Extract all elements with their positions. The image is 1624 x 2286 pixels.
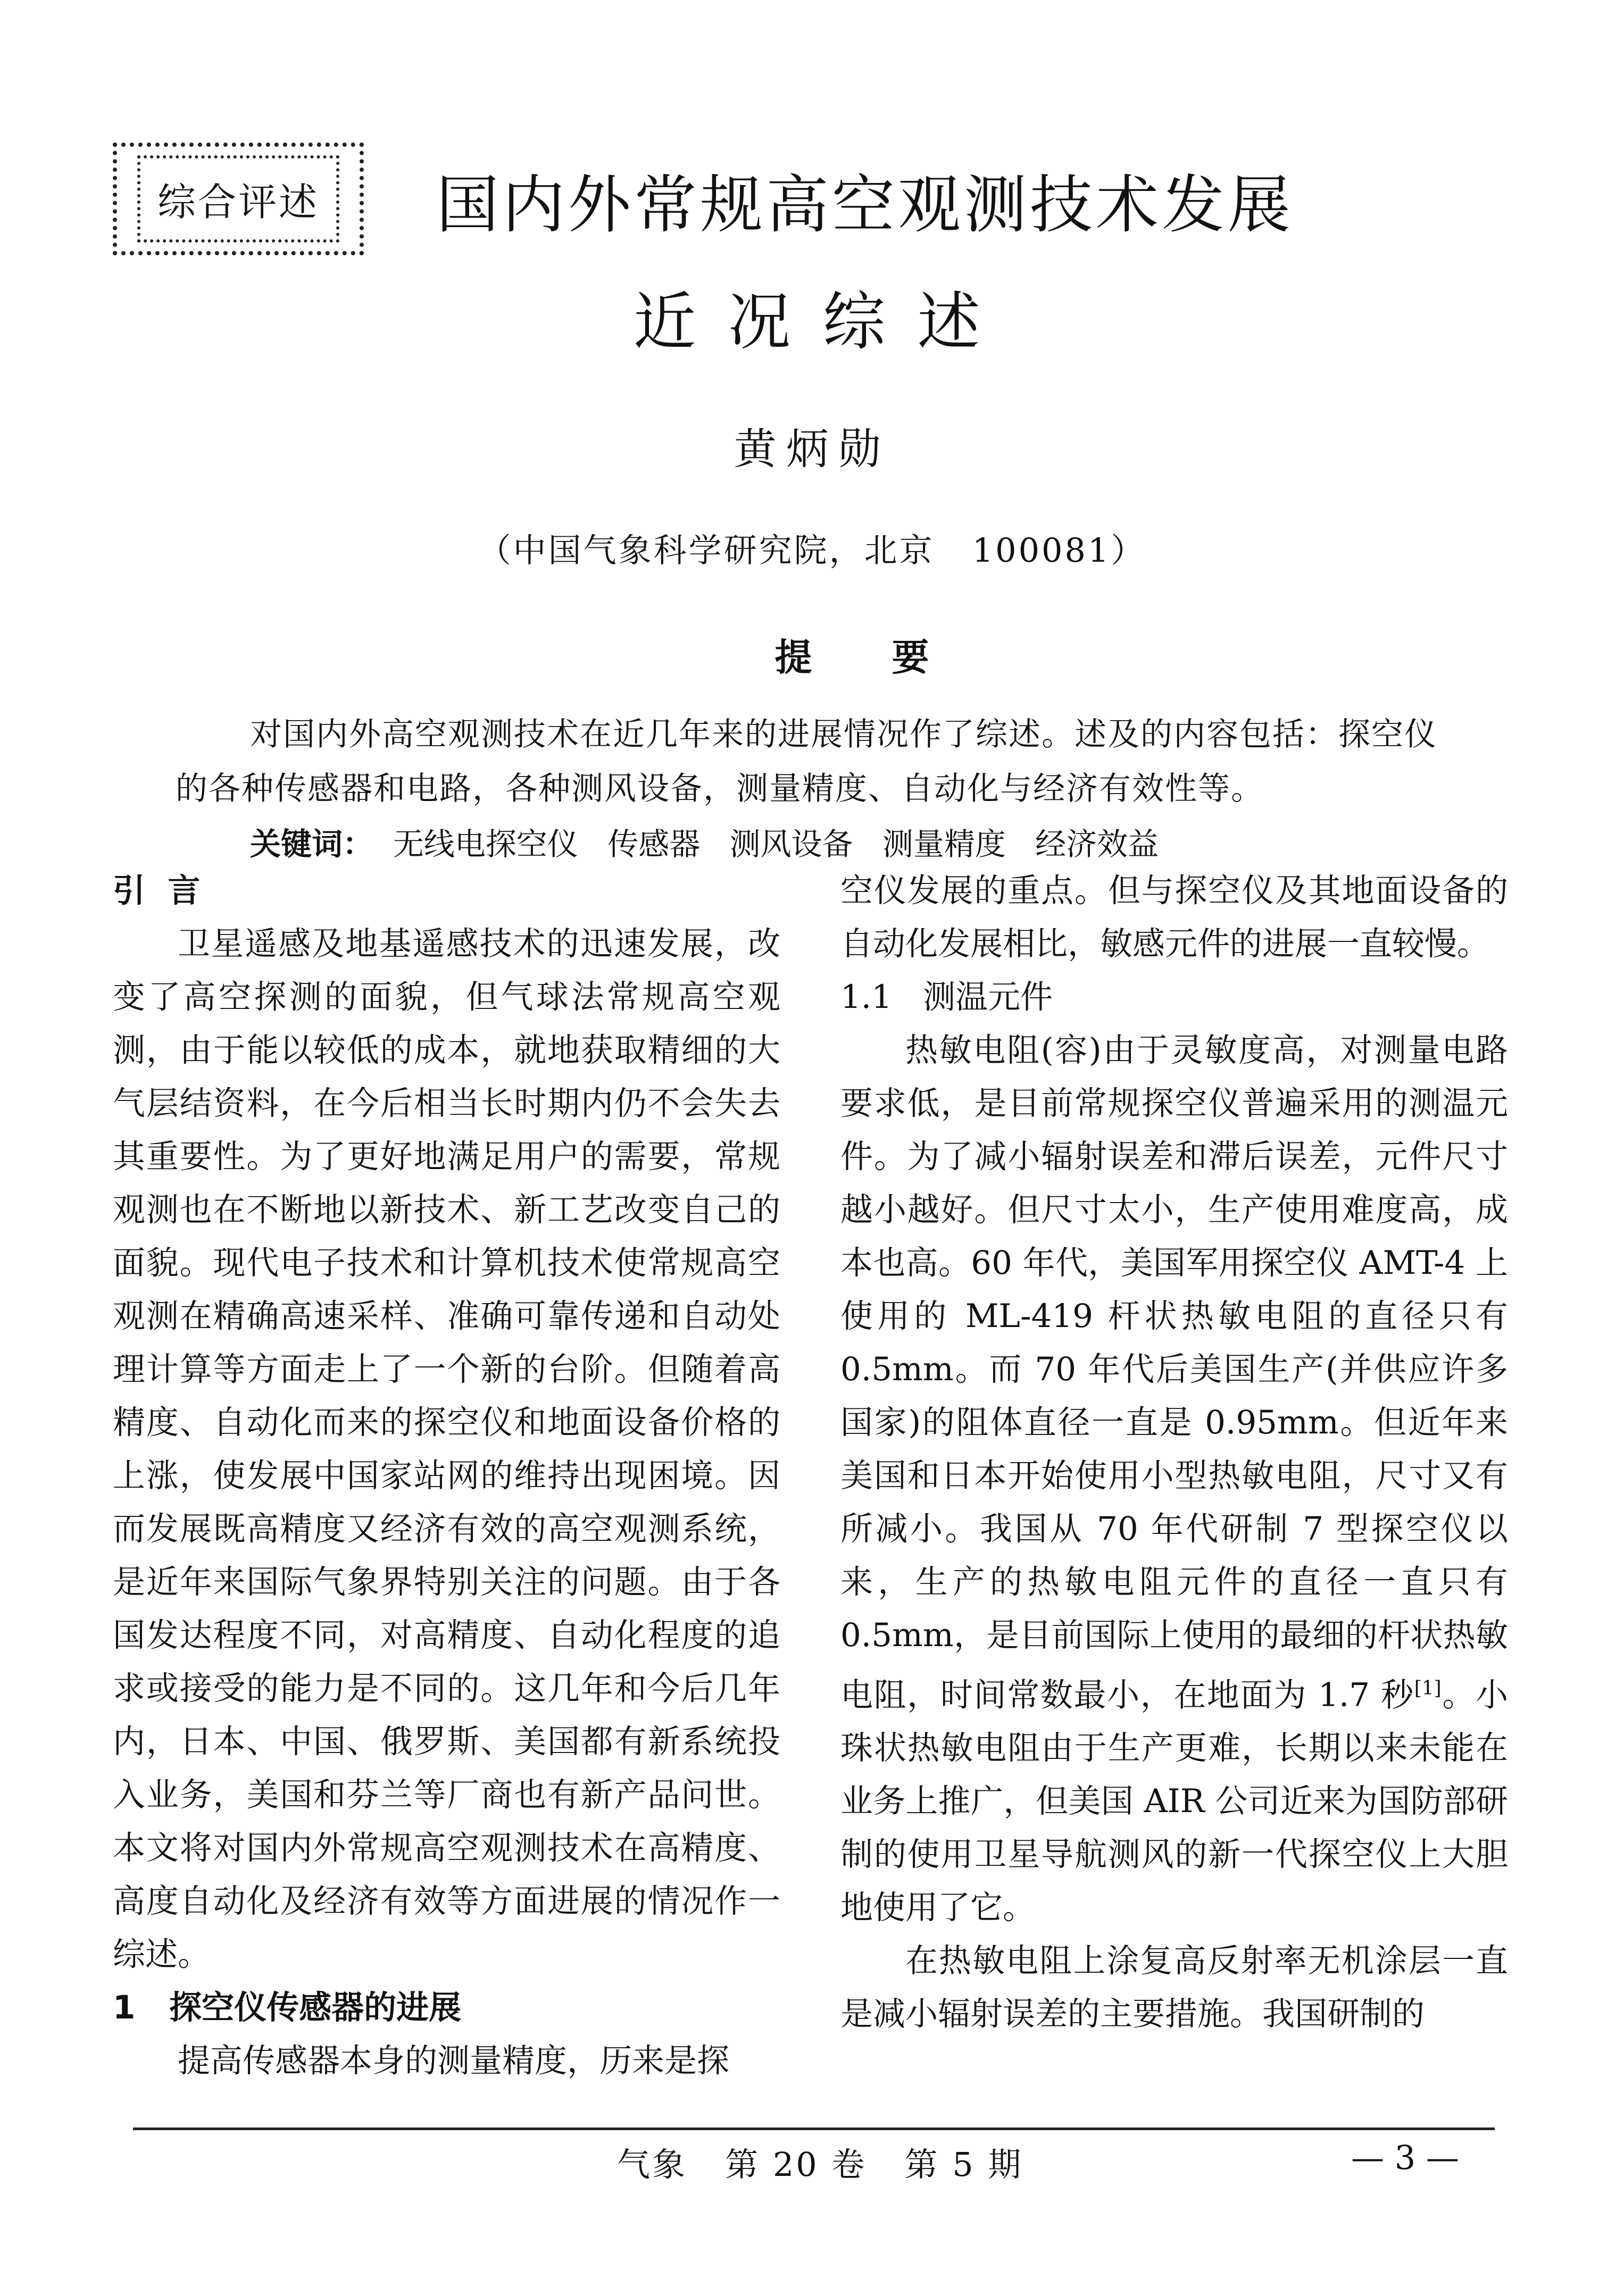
- article-title-line2: 近况综述: [633, 285, 1012, 358]
- intro-heading: 引 言: [113, 872, 201, 910]
- section-tag: [113, 143, 364, 255]
- thermistor-text: 热敏电阻(容)由于灵敏度高，对测量电路要求低，是目前常规探空仪普遍采用的测温元件。为了减小辐射误差和滞后误差，元件尺寸越小越好。但尺寸太小，生产使用难度高，成本也高。60 年代，美国军用探空仪 AMT-4 上使用的 ML-419 杆状热敏电阻的直径只有 0.5mm。而 70 年代后美国生产(并供应许多国家)的阻体直径一直是 0.95mm。但近年来美国和日本开始使用小型热敏电阻，尺寸又有所减小。我国从 70 年代研制 7 型探空仪以来，生产的热敏电阻元件的直径一直只有 0.5mm，是目前国际上使用的最细的杆状热敏电阻，时间常数最小，在地面为 1.7 秒: [840, 1031, 1508, 1714]
- affiliation: （中国气象科学研究院，北京 100081）: [478, 531, 1146, 570]
- section-tag-label: 综合评述: [137, 155, 339, 243]
- thermistor-text-tail: 。小珠状热敏电阻由于生产更难，长期以来未能在业务上推广，但美国 AIR 公司近来为国防部研制的使用卫星导航测风的新一代探空仪上大胆地使用了它。: [840, 1676, 1508, 1927]
- author: 黄炳勋: [734, 424, 890, 474]
- abstract-text: 对国内外高空观测技术在近几年来的进展情况作了综述。述及的内容包括：探空仪的各种传感器和电路，各种测风设备，测量精度、自动化与经济有效性等。: [176, 716, 1437, 807]
- keywords-label: 关键词：: [250, 826, 374, 862]
- intro-paragraph: 卫星遥感及地基遥感技术的迅速发展，改变了高空探测的面貌，但气球法常规高空观测，由于能以较低的成本，就地获取精细的大气层结资料，在今后相当长时期内仍不会失去其重要性。为了更好地满足用户的需要，常规观测也在不断地以新技术、新工艺改变自己的面貌。现代电子技术和计算机技术使常规高空观测在精确高速采样、准确可靠传递和自动处理计算等方面走上了一个新的台阶。但随着高精度、自动化而来的探空仪和地面设备价格的上涨，使发展中国家站网的维持出现困境。因而发展既高精度又经济有效的高空观测系统，是近年来国际气象界特别关注的问题。由于各国发达程度不同，对高精度、自动化程度的追求或接受的能力是不同的。这几年和今后几年内，日本、中国、俄罗斯、美国都有新系统投入业务，美国和芬兰等厂商也有新产品问世。本文将对国内外常规高空观测技术在高精度、高度自动化及经济有效等方面进展的情况作一综述。: [113, 925, 780, 1973]
- footer-rule: [133, 2128, 1495, 2130]
- section-1-heading: 1 探空仪传感器的进展: [113, 1989, 462, 2026]
- section-1-paragraph: 提高传感器本身的测量精度，历来是探: [178, 2042, 730, 2080]
- article-title: 国内外常规高空观测技术发展: [436, 168, 1294, 241]
- coating-paragraph: 在热敏电阻上涂复高反射率无机涂层一直是减小辐射误差的主要措施。我国研制的: [840, 1942, 1508, 2033]
- right-column: [840, 864, 1508, 2041]
- thermistor-paragraph: [840, 1024, 1508, 1934]
- keywords: [250, 819, 1159, 864]
- continued-paragraph: 空仪发展的重点。但与探空仪及其地面设备的自动化发展相比，敏感元件的进展一直较慢。: [840, 872, 1508, 963]
- reference-marker: [1]: [1414, 1678, 1442, 1699]
- left-column: [113, 864, 780, 2088]
- page-number: — 3 —: [1351, 2138, 1459, 2177]
- abstract-heading: 提要: [774, 636, 1009, 679]
- keywords-list: 无线电探空仪 传感器 测风设备 测量精度 经济效益: [373, 826, 1159, 862]
- subsection-1-1-heading: 1.1 测温元件: [840, 978, 1053, 1016]
- footer-journal: 气象 第 20 卷 第 5 期: [617, 2145, 1023, 2184]
